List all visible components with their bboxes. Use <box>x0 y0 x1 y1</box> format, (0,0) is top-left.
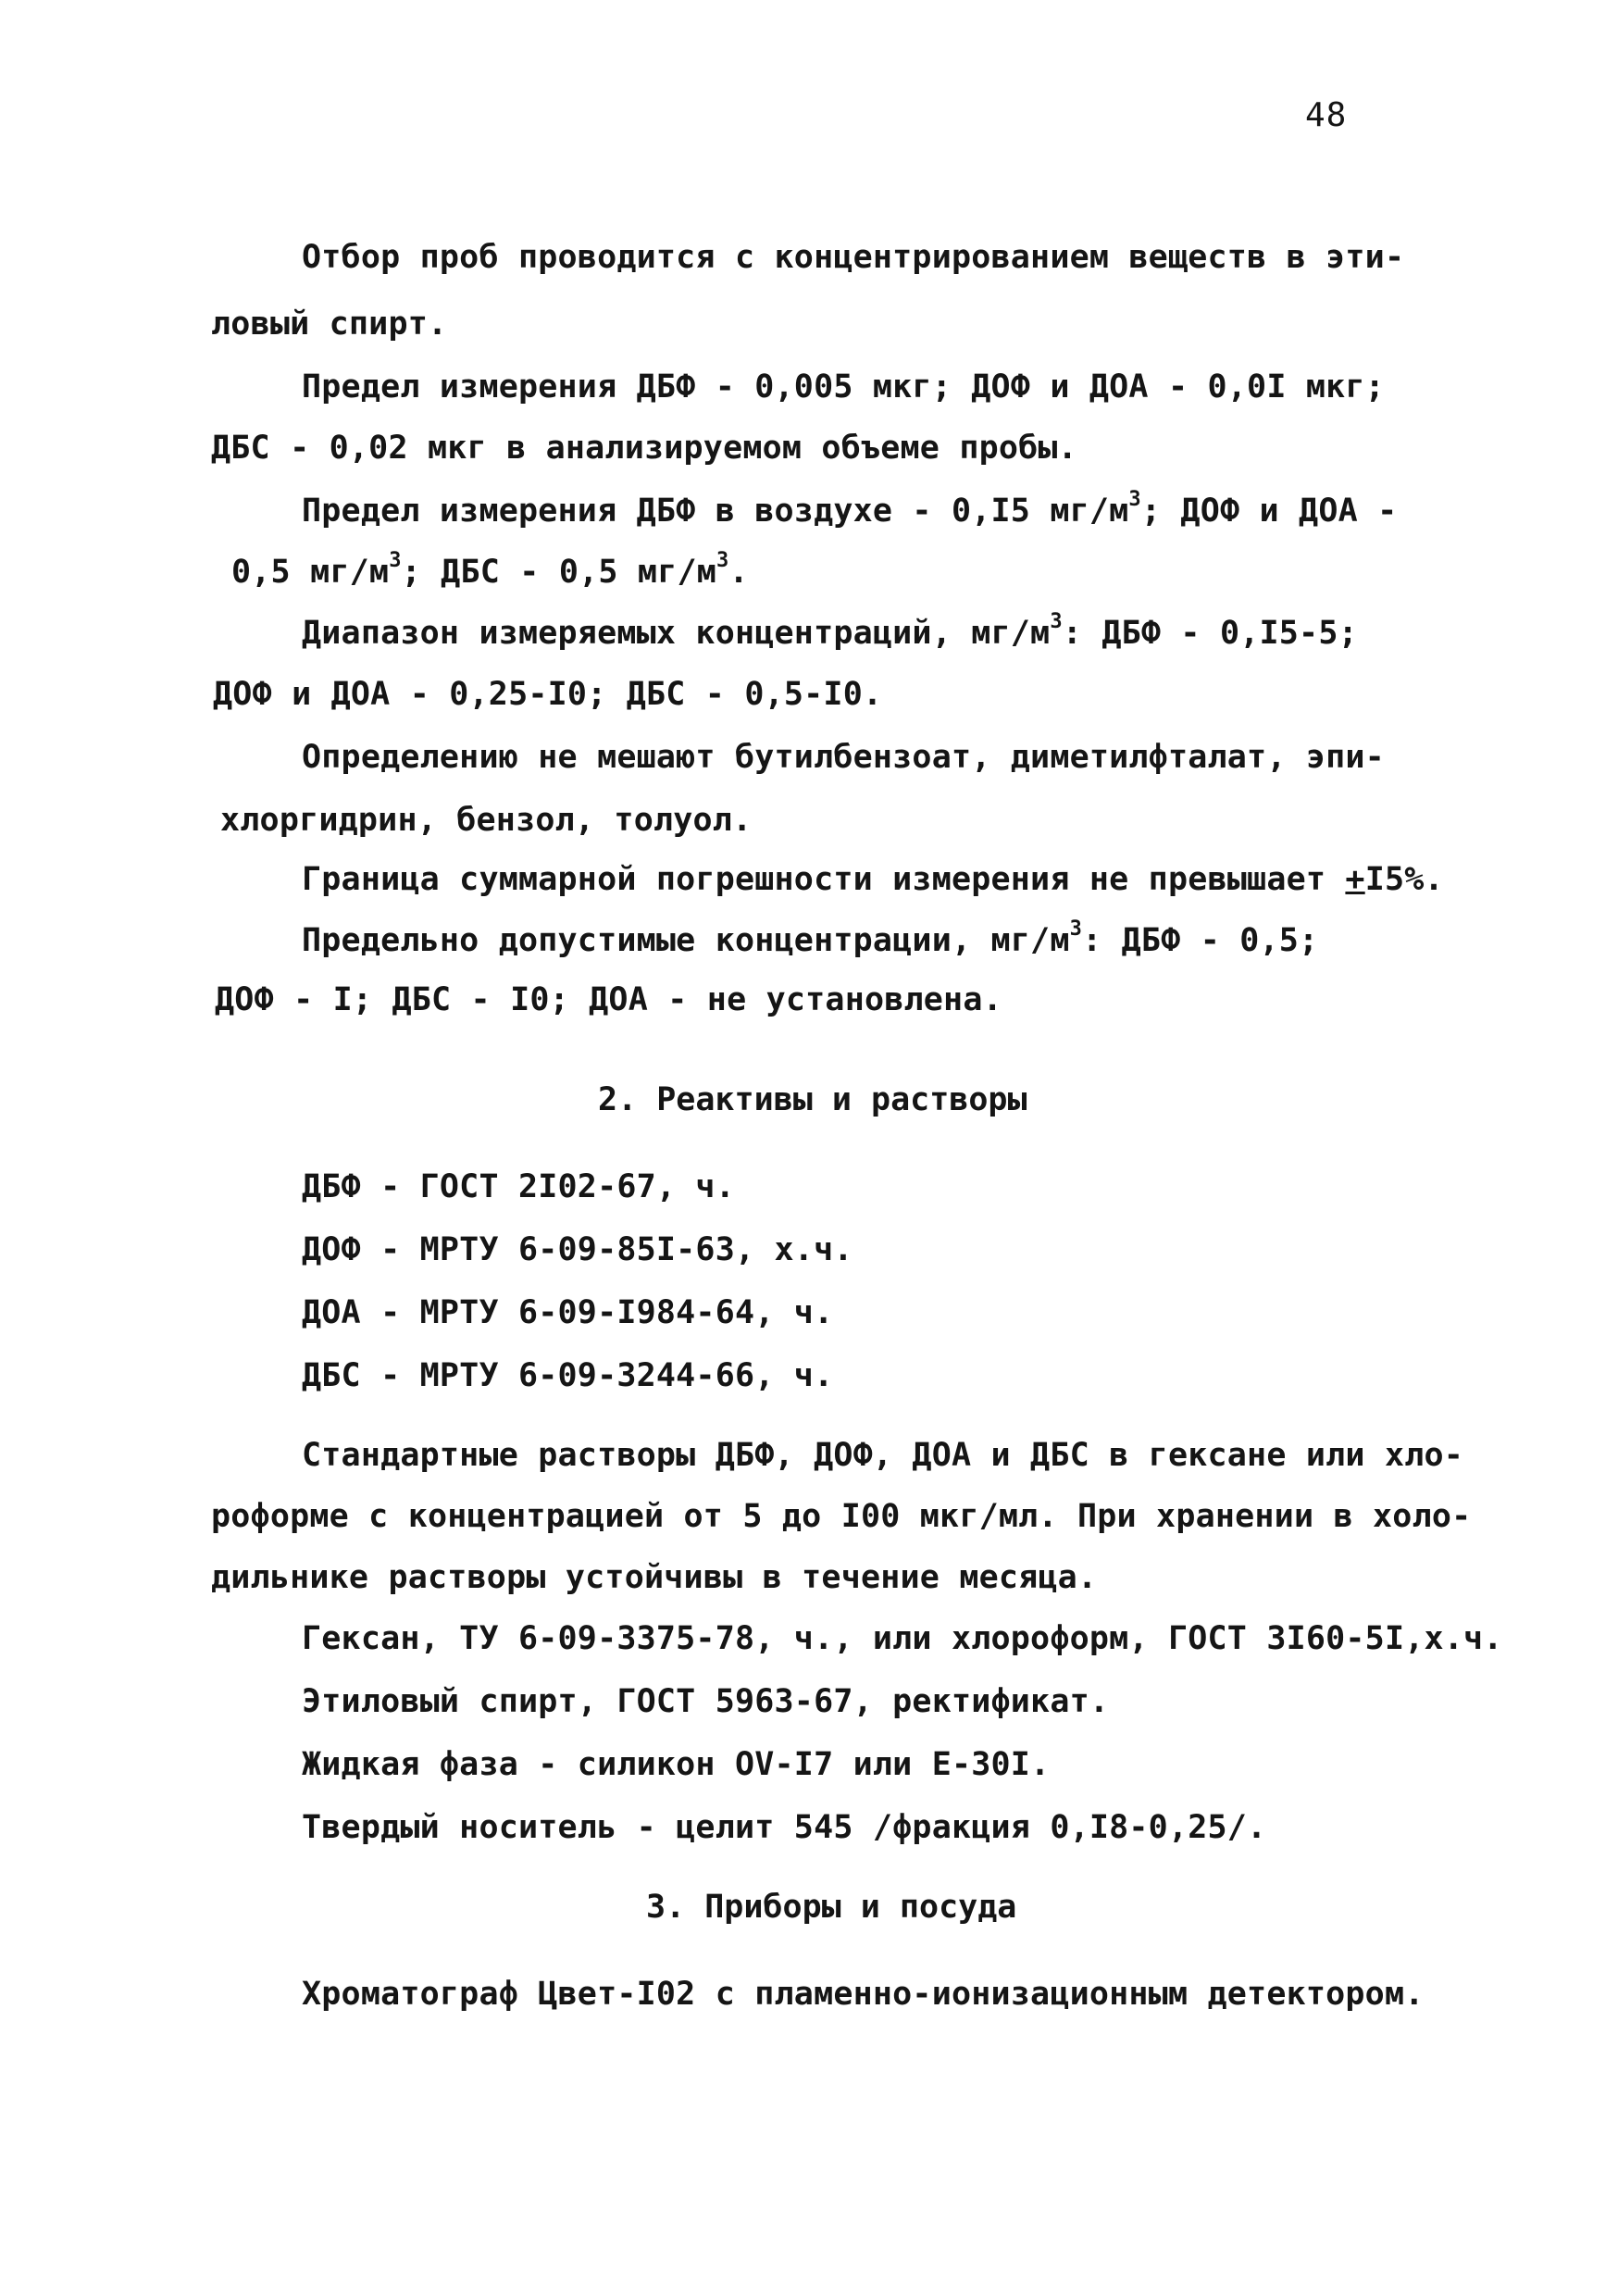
text-line: Отбор проб проводится с концентрированием веществ в эти- <box>302 239 1405 276</box>
list-item: Гексан, ТУ 6-09-3375-78, ч., или хлороформ, ГОСТ 3I60-5I,х.ч. <box>302 1620 1503 1657</box>
text-line: роформе с концентрацией от 5 до I00 мкг/мл. При хранении в холо- <box>211 1498 1472 1535</box>
page-number: 48 <box>1305 96 1348 134</box>
list-item: Этиловый спирт, ГОСТ 5963-67, ректификат. <box>302 1683 1110 1720</box>
text-line: Определению не мешают бутилбензоат, диметилфталат, эпи- <box>302 739 1385 776</box>
list-item: ДОФ - МРТУ 6-09-85I-63, х.ч. <box>302 1231 853 1268</box>
text-line: ДБС - 0,02 мкг в анализируемом объеме пробы. <box>211 430 1077 467</box>
text-line: Стандартные растворы ДБФ, ДОФ, ДОА и ДБС в гексане или хло- <box>302 1437 1464 1474</box>
list-item: ДБФ - ГОСТ 2I02-67, ч. <box>302 1168 735 1205</box>
text-line: хлоргидрин, бензол, толуол. <box>220 802 753 839</box>
list-item: Жидкая фаза - силикон OV-I7 или Е-30I. <box>302 1746 1051 1783</box>
section-2-title: 2. Реактивы и растворы <box>598 1081 1027 1118</box>
text-line: ДОФ и ДОА - 0,25-I0; ДБС - 0,5-I0. <box>213 676 883 713</box>
text-line: дильнике растворы устойчивы в течение месяца. <box>211 1559 1098 1596</box>
list-item: Твердый носитель - целит 545 /фракция 0,I8-0,25/. <box>302 1809 1267 1846</box>
text-line: ловый спирт. <box>211 306 448 343</box>
text-line: Предел измерения ДБФ - 0,005 мкг; ДОФ и ДОА - 0,0I мкг; <box>302 368 1385 406</box>
text-line: Предельно допустимые концентрации, $мг/м^3$: ДБФ - 0,5; <box>302 917 1319 959</box>
section-3-title: 3. Приборы и посуда <box>646 1889 1017 1926</box>
list-item: ДОА - МРТУ 6-09-I984-64, ч. <box>302 1294 834 1331</box>
text-line: Предел измерения ДБФ в воздухе - 0,I5 $мг/м^3$; ДОФ и ДОА - <box>302 488 1398 530</box>
list-item: ДБС - МРТУ 6-09-3244-66, ч. <box>302 1357 834 1394</box>
text-line: Граница суммарной погрешности измерения не превышает +I5%. <box>302 861 1444 898</box>
text-line: Диапазон измеряемых концентраций, $мг/м^3$: ДБФ - 0,I5-5; <box>302 610 1358 652</box>
text-line: ДОФ - I; ДБС - I0; ДОА - не установлена. <box>215 981 1002 1018</box>
text-line: Хроматограф Цвет-I02 с пламенно-ионизационным детектором. <box>302 1976 1425 2013</box>
text-line: 0,5 $мг/м^3$; ДБС - 0,5 $мг/м^3$. <box>231 549 749 591</box>
